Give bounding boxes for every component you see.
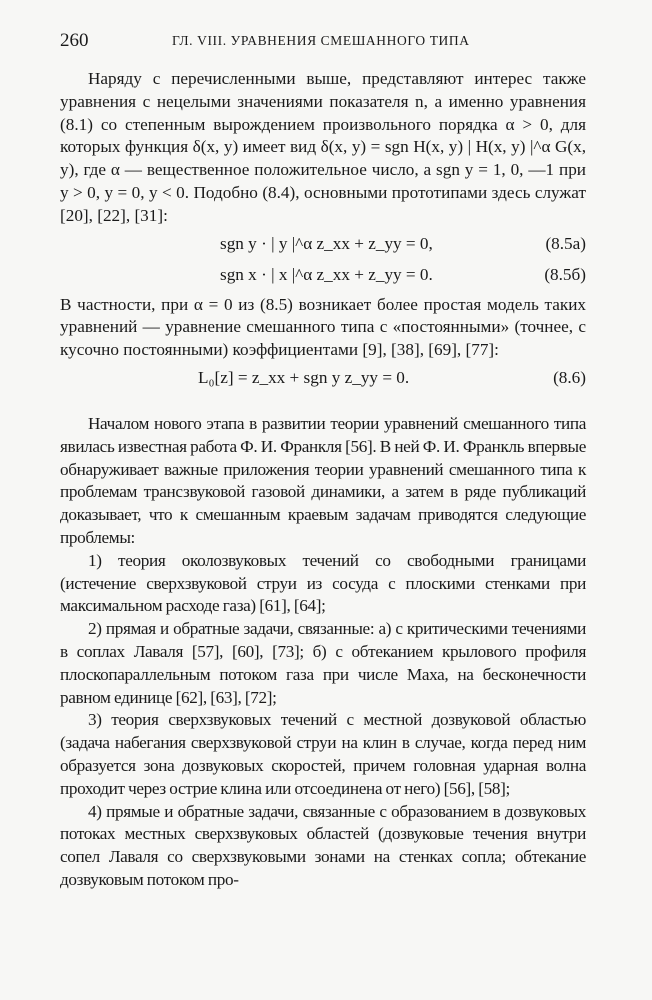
list-item: 1) теория околозвуковых течений со свободными границами (истечение сверхзвуковой струи из сосуда с плоскими стенками при максимальном расходе газа) [61], [64]; [60, 550, 586, 616]
equation-8-5a [60, 233, 586, 259]
equation-body: sgn y · | y |^α z_xx + z_yy = 0, [220, 233, 433, 253]
equation-number: (8.5а) [545, 233, 586, 253]
running-title: ГЛ. VIII. УРАВНЕНИЯ СМЕШАННОГО ТИПА [172, 33, 470, 48]
list-item: 3) теория сверхзвуковых течений с местной дозвуковой областью (задача набегания сверхзвуковой струи на клин в случае, когда перед ним образуется зона дозвуковых скоростей, причем головная ударная волна проходит через острие клина или отсоединена от него) [56], [58]; [60, 710, 586, 798]
equation-8-5b [60, 264, 586, 290]
page-number: 260 [60, 30, 89, 51]
page-body [60, 68, 586, 892]
equation-8-6 [60, 367, 586, 393]
equation-number: (8.5б) [544, 264, 586, 284]
paragraph-frankl: Началом нового этапа в развитии теории уравнений смешанного типа явилась известная работа Ф. И. Франкля [56]. В ней Ф. И. Франкль впервые обнаруживает важные приложения теории уравнений смешанного типа к проблемам трансзвуковой газовой динамики, а затем в ряде публикаций доказывает, что к смешанным краевым задачам приводятся следующие проблемы: [60, 413, 586, 547]
page-header [60, 30, 586, 52]
paragraph-spacer [60, 397, 586, 413]
equation-number: (8.6) [553, 367, 586, 387]
paragraph-intro: Наряду с перечисленными выше, представляют интерес также уравнения с нецелыми значениями показателя n, а именно уравнения (8.1) со степенным вырождением произвольного порядка α > 0, для которых функция δ(x, y) имеет вид δ(x, y) = sgn H(x, y) | H(x, y) |^α G(x, y), где α — вещественное положительное число, а sgn y = 1, 0, —1 при y > 0, y = 0, y < 0. Подобно (8.4), основными прототипами здесь служат [20], [22], [31]: [60, 69, 586, 225]
list-item: 2) прямая и обратные задачи, связанные: а) с критическими течениями в соплах Лаваля [57], [60], [73]; б) с обтеканием крылового профиля плоскопараллельным потоком газа при числе Маха, на бесконечности равном единице [62], [63], [72]; [60, 619, 586, 707]
paragraph-particular-case: В частности, при α = 0 из (8.5) возникает более простая модель таких уравнений — уравнение смешанного типа с «постоянными» (точнее, с кусочно постоянными) коэффициентами [9], [38], [69], [77]: [60, 294, 586, 360]
equation-body: L₀[z] = z_xx + sgn y z_yy = 0. [198, 367, 410, 387]
list-item: 4) прямые и обратные задачи, связанные с образованием в дозвуковых потоках местных сверхзвуковых областей (дозвуковые течения внутри сопел Лаваля со сверхзвуковыми зонами на стенках сопла; обтекание дозвуковым потоком про- [60, 801, 586, 889]
equation-body: sgn x · | x |^α z_xx + z_yy = 0. [220, 264, 433, 284]
